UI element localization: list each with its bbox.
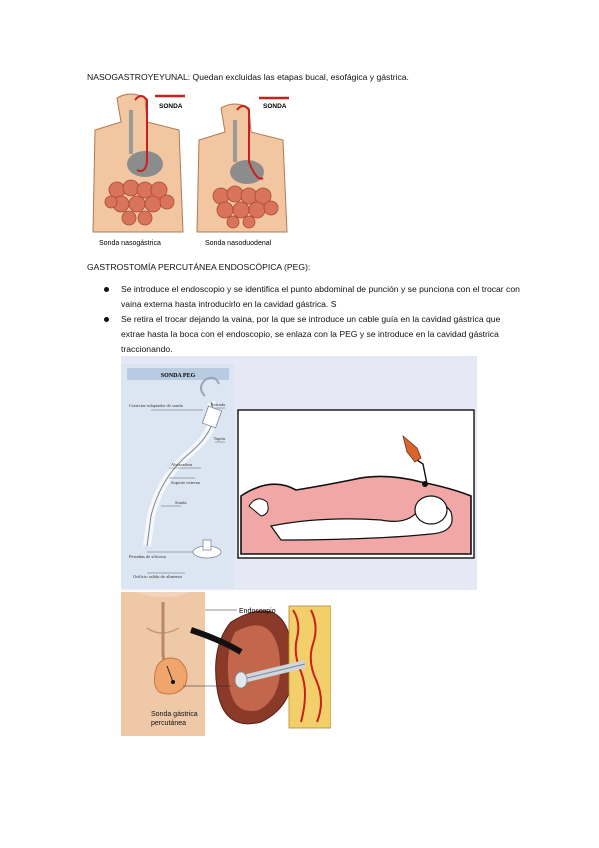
peg-illustration xyxy=(121,356,477,590)
label-tapon: Tapón xyxy=(213,436,225,441)
bullet-icon xyxy=(104,287,109,292)
label-endoscopio: Endoscopio xyxy=(239,608,276,615)
label-conector: Conector-adaptador de sonda xyxy=(129,403,183,408)
peg-steps-list xyxy=(104,282,524,357)
section1-heading: NASOGASTROYEYUNAL: Quedan excluidas las etapas bucal, esofágica y gástrica. xyxy=(87,72,409,82)
label-pestanas: Pestañas de silicona xyxy=(129,554,166,559)
label-sonda-left: SONDA xyxy=(159,103,183,110)
sonda-illustration xyxy=(87,92,292,252)
caption-left: Sonda nasogástrica xyxy=(99,240,161,247)
peg-figure xyxy=(121,356,477,590)
list-item: Se introduce el endoscopio y se identifica el punto abdominal de punción y se punciona con el trocar con vaina externa hasta introducirlo en la cavidad gástrica. S xyxy=(104,282,524,312)
label-abrazadera: Abrazadera xyxy=(171,462,193,467)
label-soporte: Soporte externo xyxy=(171,480,201,485)
list-item: Se retira el trocar dejando la vaina, por la que se introduce un cable guía en la cavidad gástrica que extrae hasta la boca con el endoscopio, se enlaza con la PEG y se introduce en la cavidad gástrica traccionando. xyxy=(104,312,524,357)
peg-title: SONDA PEG xyxy=(160,373,196,379)
caption-right: Sonda nasoduodenal xyxy=(205,240,272,247)
label-sonda-peg: Sonda xyxy=(175,500,187,505)
torso-right xyxy=(197,98,289,232)
sonda-figure xyxy=(87,92,292,252)
section2-heading: GASTROSTOMÍA PERCUTÁNEA ENDOSCÓPICA (PEG): xyxy=(87,262,311,272)
label-sonda-right: SONDA xyxy=(263,103,287,110)
label-orificio: Orificio salida de alimento xyxy=(133,574,183,579)
endoscope-figure xyxy=(121,592,331,736)
label-sonda-gastrica: Sonda gástrica percutánea xyxy=(151,711,198,727)
label-entrada: Entrada xyxy=(210,402,225,407)
torso-left xyxy=(93,94,185,232)
bullet-icon xyxy=(104,317,109,322)
